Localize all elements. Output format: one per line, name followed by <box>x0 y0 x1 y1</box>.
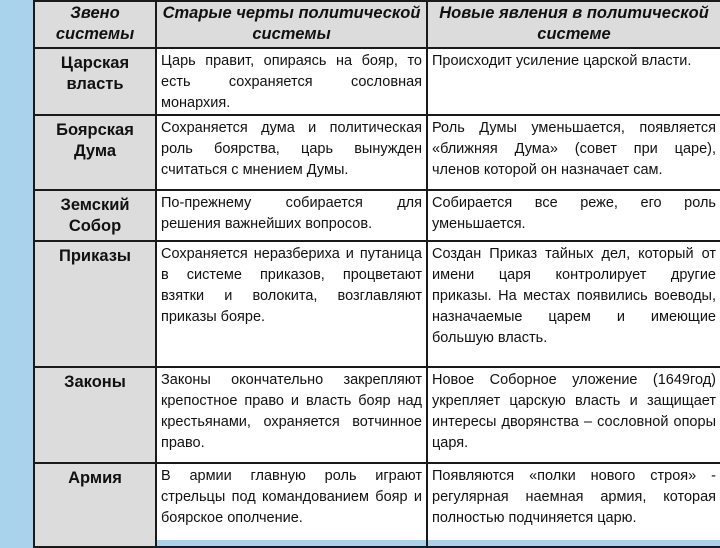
row-new: Новое Соборное уложение (1649год) укрепляет царскую власть и защищает интересы дворянства – сословной опоры царя. <box>427 367 720 463</box>
table-frame <box>33 0 720 540</box>
row-old: Законы окончательно закрепляют крепостное право и власть бояр над крестьянами, охраняется вотчинное право. <box>156 367 427 463</box>
table-header-row <box>34 1 720 48</box>
table-row <box>34 241 720 367</box>
row-new: Собирается все реже, его роль уменьшается. <box>427 190 720 241</box>
header-col-system-link: Звено системы <box>34 1 156 48</box>
row-name: Законы <box>34 367 156 463</box>
header-col-old-features: Старые черты политической системы <box>156 1 427 48</box>
table-row <box>34 48 720 115</box>
table-row <box>34 463 720 547</box>
row-name: Приказы <box>34 241 156 367</box>
row-old: По-прежнему собирается для решения важнейших вопросов. <box>156 190 427 241</box>
table-row <box>34 190 720 241</box>
row-new: Создан Приказ тайных дел, который от имени царя контролирует другие приказы. На местах появились воеводы, назначаемые царем и имеющие большую власть. <box>427 241 720 367</box>
row-name: Царская власть <box>34 48 156 115</box>
row-old: Сохраняется неразбериха и путаница в системе приказов, процветают взятки и волокита, возглавляют приказы бояре. <box>156 241 427 367</box>
row-old: Сохраняется дума и политическая роль боярства, царь вынужден считаться с мнением Думы. <box>156 115 427 190</box>
row-new: Появляются «полки нового строя» - регулярная наемная армия, которая полностью подчиняется царю. <box>427 463 720 547</box>
political-system-table <box>33 0 720 548</box>
table-row <box>34 115 720 190</box>
row-old: Царь правит, опираясь на бояр, то есть сохраняется сословная монархия. <box>156 48 427 115</box>
row-new: Происходит усиление царской власти. <box>427 48 720 115</box>
row-name: Земский Собор <box>34 190 156 241</box>
table-row <box>34 367 720 463</box>
row-name: Боярская Дума <box>34 115 156 190</box>
row-new: Роль Думы уменьшается, появляется «ближняя Дума» (совет при царе), членов которой он назначает сам. <box>427 115 720 190</box>
row-name: Армия <box>34 463 156 547</box>
header-col-new-features: Новые явления в политической системе <box>427 1 720 48</box>
row-old: В армии главную роль играют стрельцы под командованием бояр и боярское ополчение. <box>156 463 427 547</box>
